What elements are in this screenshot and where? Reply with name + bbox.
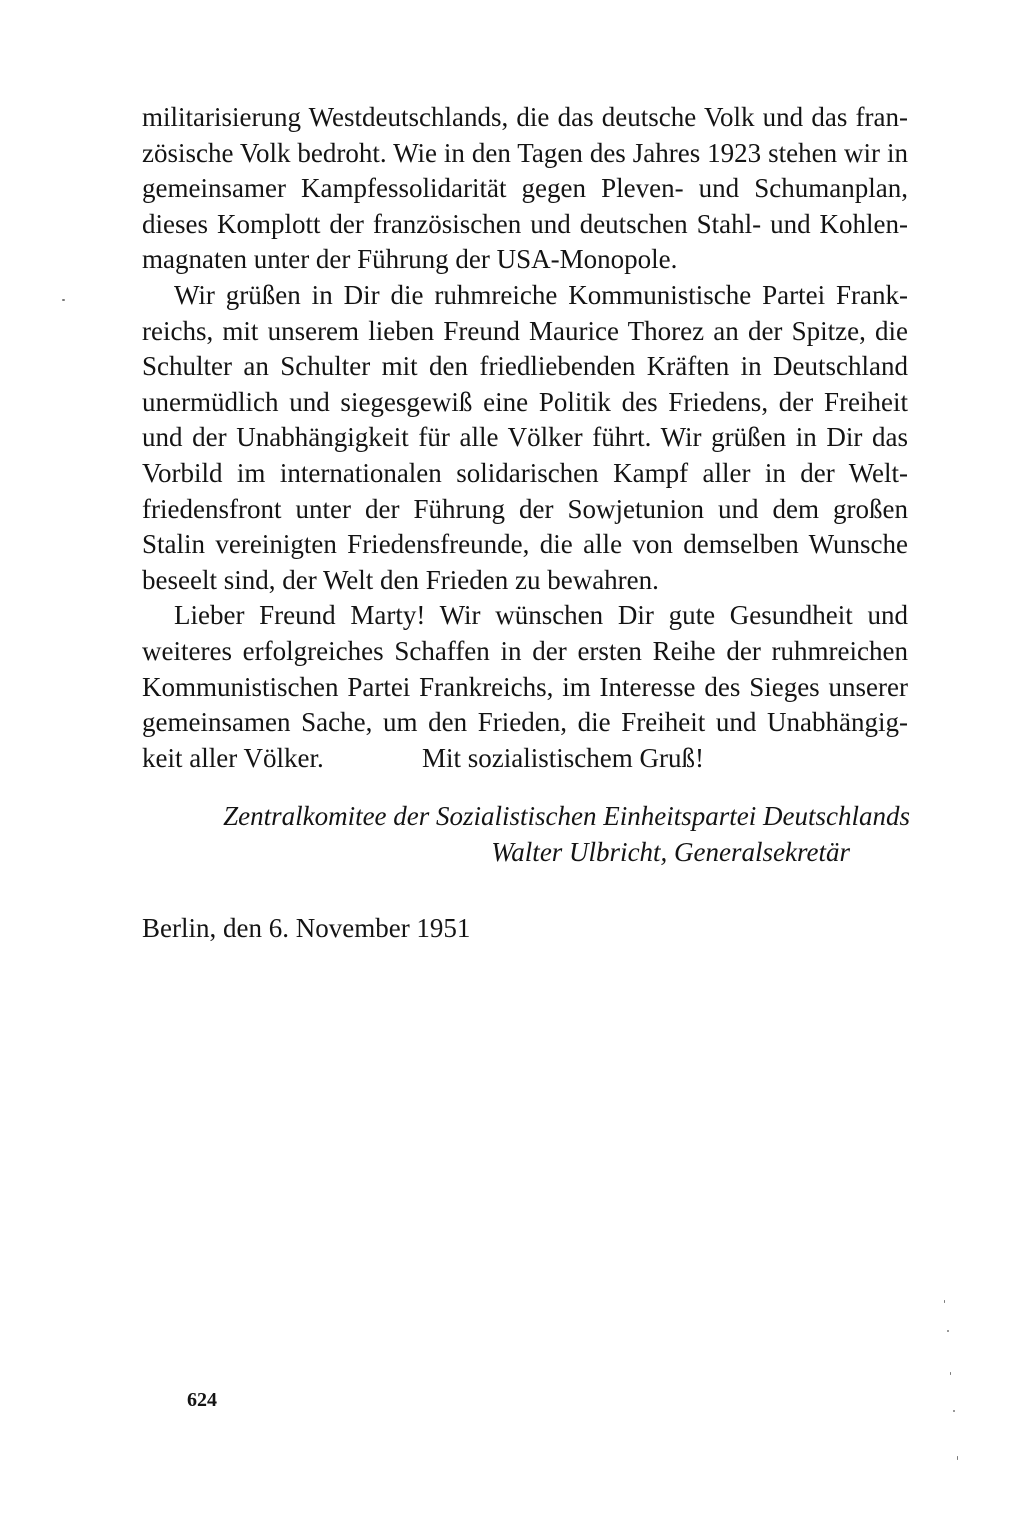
body-line: Schulter an Schulter mit den friedliebenden Kräften in Deutschland	[142, 351, 908, 382]
body-line: Wir grüßen in Dir die ruhmreiche Kommunistische Partei Frank-	[174, 279, 908, 310]
closing-greeting: Mit sozialistischem Gruß!	[422, 743, 704, 773]
body-line: Stalin vereinigten Friedensfreunde, die alle von demselben Wunsche	[142, 529, 908, 560]
body-line: gemeinsamen Sache, um den Frieden, die Freiheit und Unabhängig-	[142, 707, 908, 738]
page-number: 624	[187, 1389, 217, 1411]
body-text	[142, 100, 908, 776]
body-line: gemeinsamer Kampfessolidarität gegen Pleven- und Schumanplan,	[142, 173, 908, 204]
body-line: unermüdlich und siegesgewiß eine Politik des Friedens, der Freiheit	[142, 386, 908, 417]
signature-organization: Zentralkomitee der Sozialistischen Einheitspartei Deutschlands	[223, 801, 910, 831]
body-line: dieses Komplott der französischen und deutschen Stahl- und Kohlen-	[142, 208, 908, 239]
body-line: zösische Volk bedroht. Wie in den Tagen des Jahres 1923 stehen wir in	[142, 137, 908, 168]
body-line: reichs, mit unserem lieben Freund Maurice Thorez an der Spitze, die	[142, 315, 908, 346]
signature-block	[142, 798, 910, 870]
body-line: beseelt sind, der Welt den Frieden zu bewahren.	[142, 564, 659, 595]
scan-speck	[950, 1372, 951, 1375]
scan-speck	[947, 1330, 949, 1332]
body-line: und der Unabhängigkeit für alle Völker führt. Wir grüßen in Dir das	[142, 422, 908, 453]
body-line: weiteres erfolgreiches Schaffen in der ersten Reihe der ruhmreichen	[142, 635, 908, 666]
body-line: Kommunistischen Partei Frankreichs, im Interesse des Sieges unserer	[142, 671, 908, 702]
body-line: keit aller Völker.	[142, 742, 324, 773]
signature-person: Walter Ulbricht, Generalsekretär	[491, 837, 850, 867]
scan-speck	[957, 1456, 958, 1460]
scan-speck	[944, 1300, 945, 1303]
scan-speck	[62, 299, 65, 301]
body-line: Vorbild im internationalen solidarischen Kampf aller in der Welt-	[142, 457, 908, 488]
body-line: friedensfront unter der Führung der Sowjetunion und dem großen	[142, 493, 908, 524]
body-line: Lieber Freund Marty! Wir wünschen Dir gute Gesundheit und	[174, 600, 908, 631]
scan-speck	[953, 1410, 955, 1412]
date-line: Berlin, den 6. November 1951	[142, 913, 471, 943]
body-line: militarisierung Westdeutschlands, die das deutsche Volk und das fran-	[142, 102, 908, 132]
body-line: magnaten unter der Führung der USA-Monopole.	[142, 244, 678, 275]
